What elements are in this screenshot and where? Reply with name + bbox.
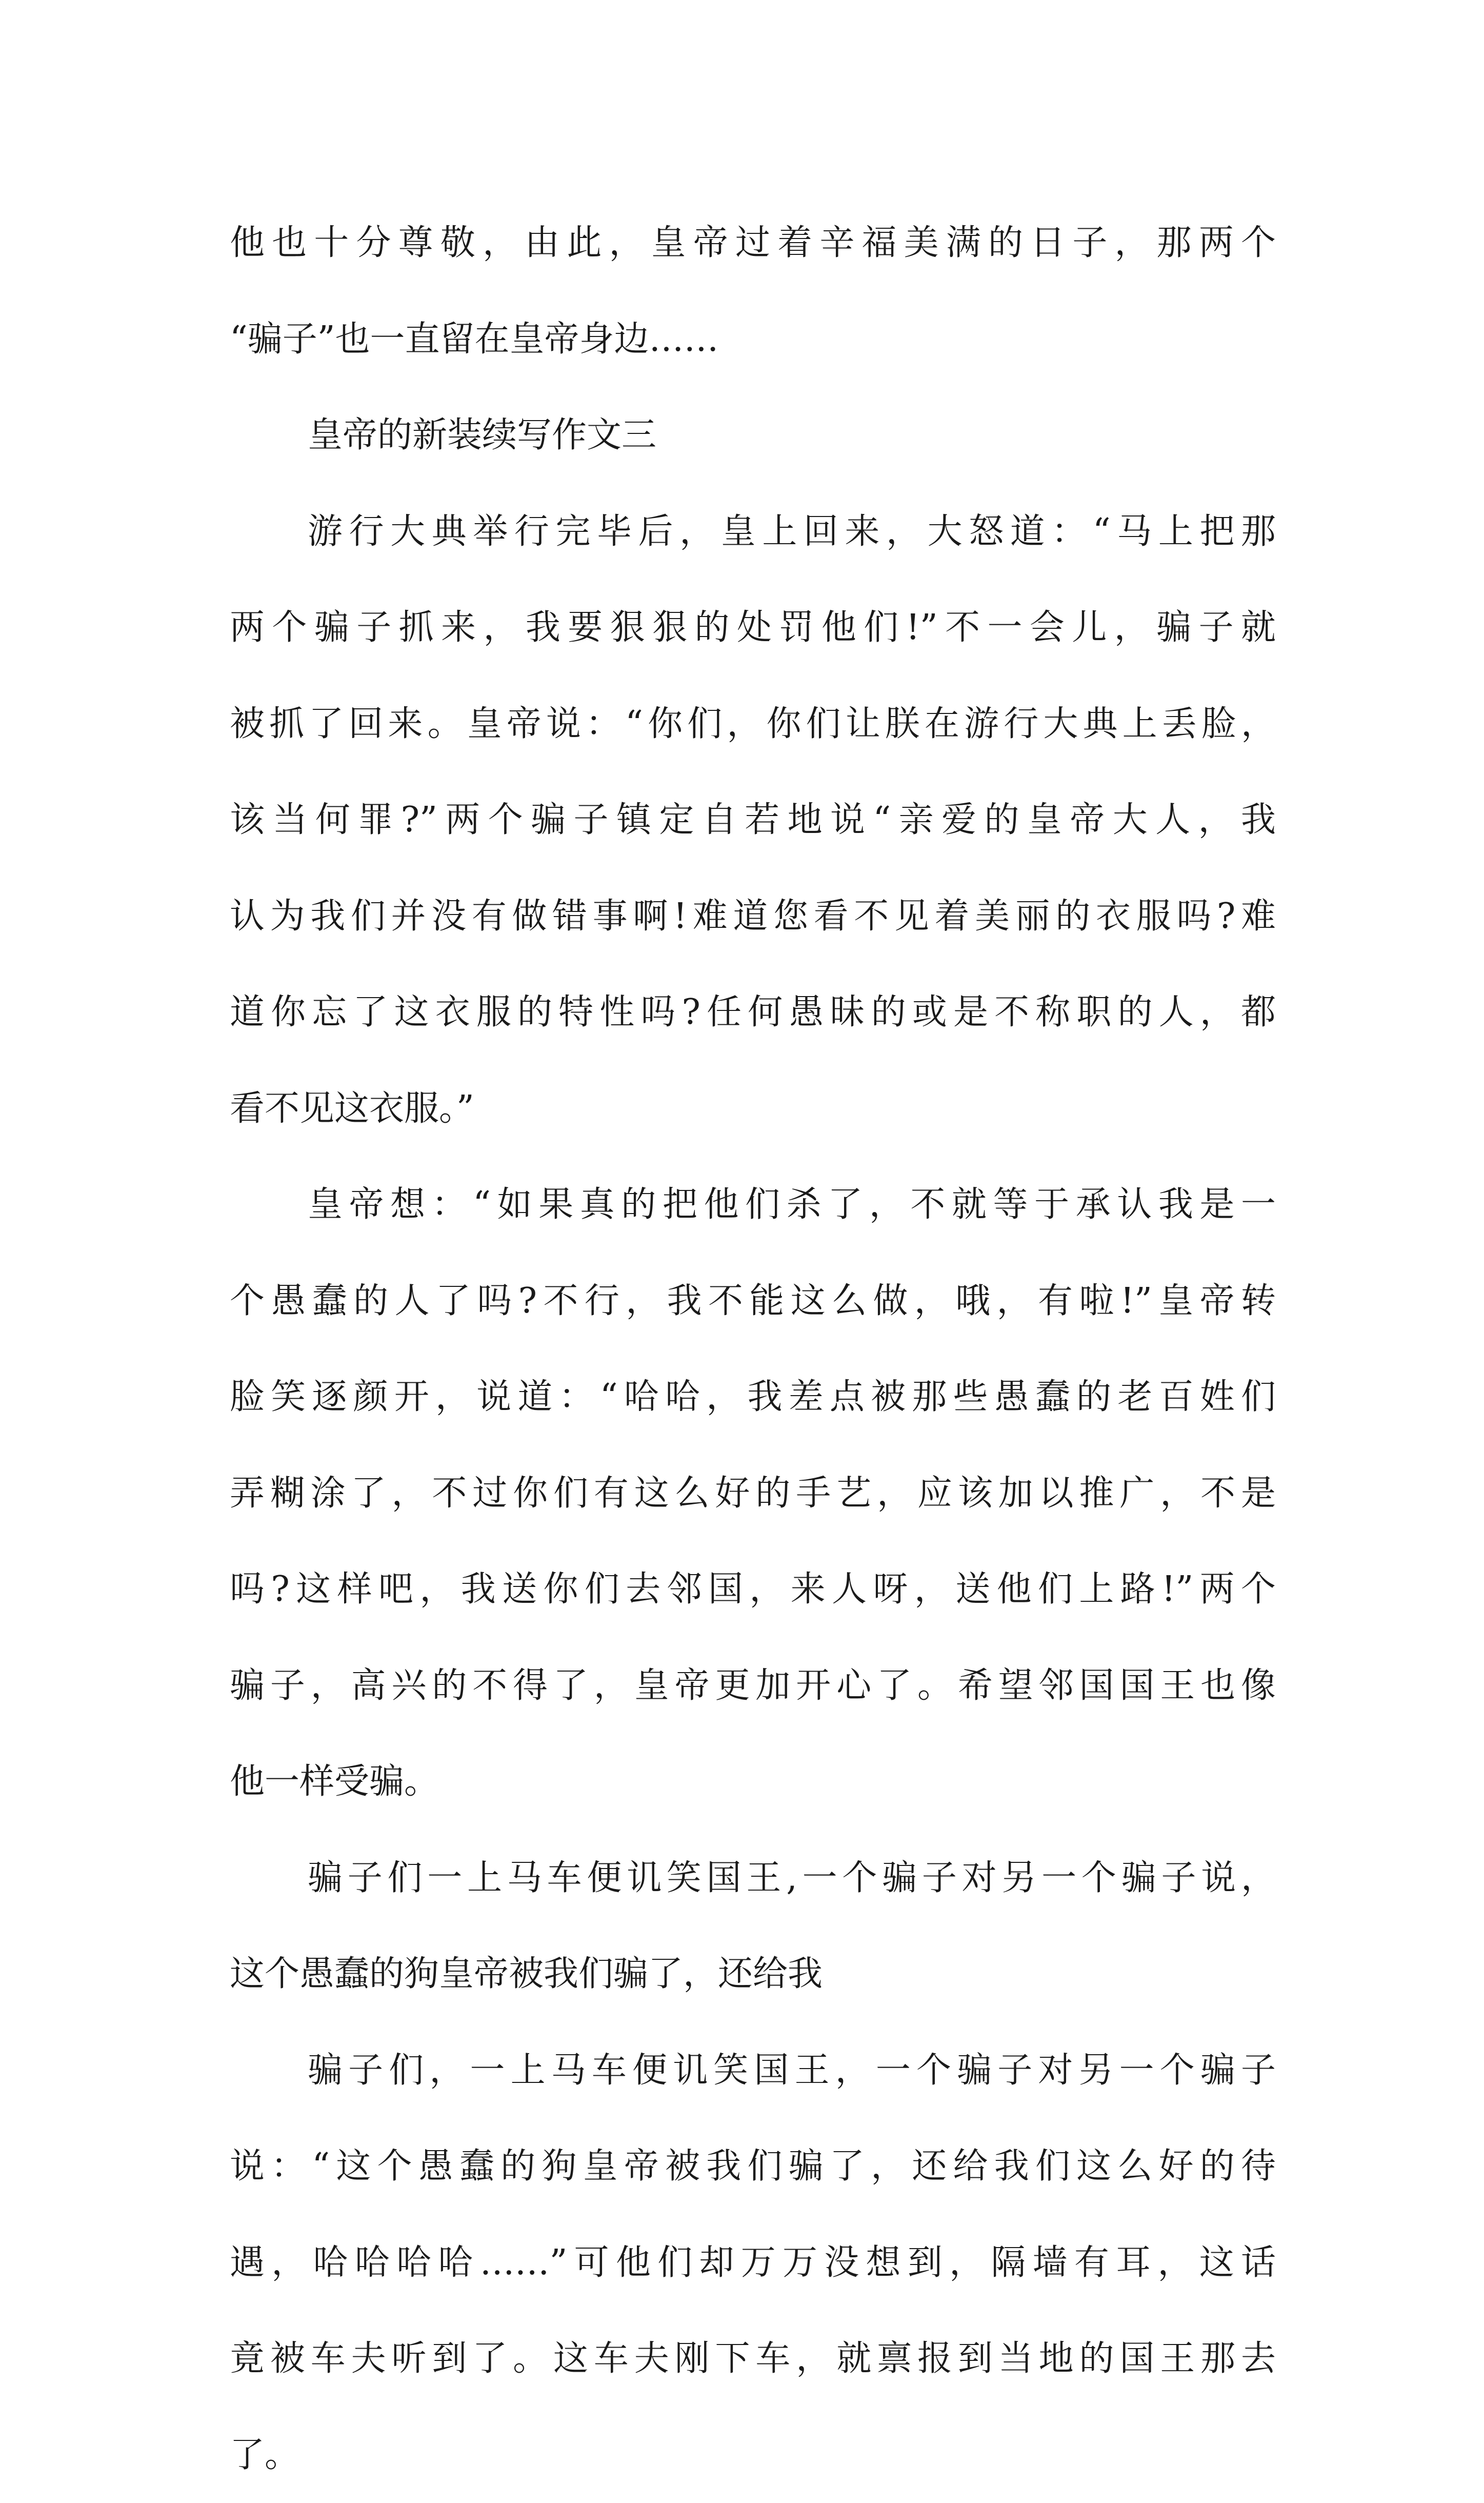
text-line: 两个骗子抓来，我要狠狠的处罚他们!”不一会儿，骗子就 — [230, 580, 1276, 676]
section-title: 皇帝的新装续写作文三 — [230, 387, 1276, 484]
text-line: 游行大典举行完毕后，皇上回来，大怒道：“马上把那 — [230, 484, 1276, 580]
text-line: 该当何罪?”两个骗子镇定自若地说“亲爱的皇帝大人，我 — [230, 772, 1276, 868]
text-line: 脸笑逐颜开，说道：“哈哈，我差点被那些愚蠢的老百姓们 — [230, 1349, 1276, 1445]
text-line: 看不见这衣服。” — [230, 1061, 1276, 1157]
text-line: 他也十分尊敬，由此，皇帝过着辛福美满的日子，那两个 — [230, 195, 1276, 291]
text-line: 这个愚蠢的狗皇帝被我们骗了，还给我 — [230, 1926, 1276, 2022]
text-line: 了。 — [230, 2407, 1276, 2503]
text-line: 竟被车夫听到了。这车夫刚下车，就禀报到当地的国王那去 — [230, 2311, 1276, 2407]
text-line: 骗子，高兴的不得了，皇帝更加开心了。希望邻国国王也像 — [230, 1638, 1276, 1734]
text-line: 道你忘了这衣服的特性吗?任何愚昧的或是不称职的人，都 — [230, 964, 1276, 1061]
text-line: 个愚蠢的人了吗?不行，我不能这么做，哦，有啦!”皇帝转 — [230, 1253, 1276, 1349]
text-line: “骗子”也一直留在皇帝身边…… — [230, 291, 1276, 388]
text-line: 他一样受骗。 — [230, 1734, 1276, 1830]
text-line: 骗子们，一上马车便讥笑国王，一个骗子对另一个骗子 — [230, 2022, 1276, 2119]
text-line: 遇，哈哈哈哈……”可他们却万万没想到，隔墙有耳，这话 — [230, 2215, 1276, 2311]
text-line: 说：“这个愚蠢的狗皇帝被我们骗了，还给我们这么好的待 — [230, 2118, 1276, 2215]
text-line: 认为我们并没有做错事啊!难道您看不见着美丽的衣服吗?难 — [230, 868, 1276, 965]
body-text — [230, 195, 1276, 2503]
text-line: 皇帝想：“如果真的把他们杀了，不就等于承认我是一 — [230, 1157, 1276, 1253]
text-line: 骗子们一上马车便讥笑国王,一个骗子对另一个骗子说， — [230, 1830, 1276, 1926]
text-line: 被抓了回来。皇帝说：“你们，你们让朕在游行大典上丢脸， — [230, 676, 1276, 772]
text-line: 弄糊涂了，不过你们有这么好的手艺，应该加以推广，不是 — [230, 1445, 1276, 1542]
text-line: 吗?这样吧，我送你们去邻国，来人呀，送他们上路!”两个 — [230, 1541, 1276, 1638]
